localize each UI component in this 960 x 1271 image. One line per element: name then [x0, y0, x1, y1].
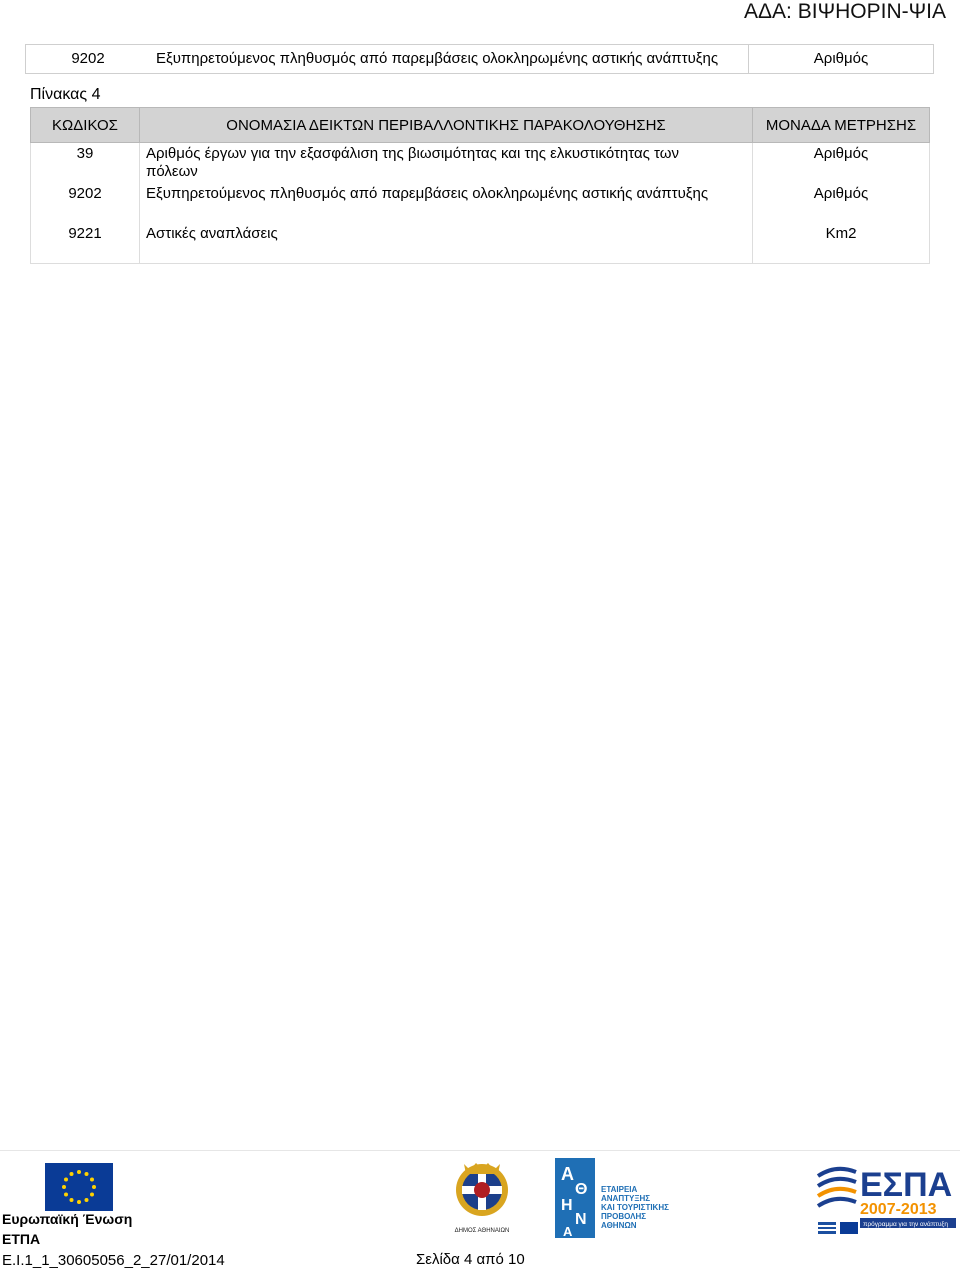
- header-code: ΚΩΔΙΚΟΣ: [31, 108, 140, 143]
- row-code: 9221: [31, 221, 140, 264]
- indicators-table: [30, 107, 930, 264]
- row-name: Αστικές αναπλάσεις: [140, 221, 753, 264]
- athens-text-line: ΑΝΑΠΤΥΞΗΣ: [601, 1194, 651, 1203]
- eu-star: [77, 1170, 81, 1174]
- espa-years: 2007-2013: [860, 1201, 937, 1218]
- page-number: Σελίδα 4 από 10: [416, 1251, 525, 1268]
- eu-star: [64, 1193, 68, 1197]
- table-row: [31, 185, 930, 221]
- header-name: ΟΝΟΜΑΣΙΑ ΔΕΙΚΤΩΝ ΠΕΡΙΒΑΛΛΟΝΤΙΚΗΣ ΠΑΡΑΚΟΛΟΥΘΗΣΗΣ: [140, 108, 753, 143]
- table-row: [26, 45, 934, 74]
- athens-development-logo-icon: [555, 1158, 687, 1238]
- row-name: Εξυπηρετούμενος πληθυσμός από παρεμβάσεις ολοκληρωμένης αστικής ανάπτυξης: [150, 45, 749, 74]
- row-unit: Km2: [753, 221, 930, 264]
- ada-code: ΑΔΑ: ΒΙΨΗΟΡΙΝ-ΨΙΑ: [744, 0, 946, 23]
- row-name: Εξυπηρετούμενος πληθυσμός από παρεμβάσεις ολοκληρωμένης αστικής ανάπτυξης: [140, 185, 753, 221]
- row-name-line2: πόλεων: [146, 163, 198, 180]
- row-name: [140, 143, 753, 186]
- seal-caption: ΔΗΜΟΣ ΑΘΗΝΑΙΩΝ: [454, 1228, 510, 1234]
- document-reference: E.I.1_1_30605056_2_27/01/2014: [2, 1252, 225, 1269]
- eu-flag-icon: [45, 1163, 113, 1211]
- row-unit: Αριθμός: [749, 45, 934, 74]
- row-unit: Αριθμός: [753, 143, 930, 186]
- row-code: 9202: [26, 45, 151, 74]
- eu-star: [62, 1185, 66, 1189]
- table-row: [31, 143, 930, 186]
- eu-star: [70, 1198, 74, 1202]
- carry-over-table: [25, 44, 934, 74]
- table-row: [31, 221, 930, 264]
- table-title: Πίνακας 4: [30, 86, 101, 103]
- table-header-row: [31, 108, 930, 143]
- espa-tagline: πρόγραμμα για την ανάπτυξη: [863, 1221, 948, 1228]
- athens-letter: Θ: [575, 1181, 588, 1198]
- eu-star: [70, 1172, 74, 1176]
- athens-letter: Α: [561, 1164, 574, 1184]
- athens-letter: Α: [563, 1224, 573, 1238]
- espa-logo-icon: [816, 1162, 956, 1238]
- fund-label: ΕΤΠΑ: [2, 1231, 41, 1247]
- eu-star: [85, 1198, 89, 1202]
- athens-letter: Ν: [575, 1211, 587, 1228]
- eu-star: [64, 1178, 68, 1182]
- eu-star: [90, 1178, 94, 1182]
- eu-star: [90, 1193, 94, 1197]
- athens-municipality-seal-icon: [450, 1160, 514, 1236]
- eu-star: [77, 1200, 81, 1204]
- espa-name: ΕΣΠΑ: [860, 1166, 953, 1204]
- eu-star: [92, 1185, 96, 1189]
- athens-text-line: ΑΘΗΝΩΝ: [601, 1221, 637, 1230]
- athens-text-line: ΚΑΙ ΤΟΥΡΙΣΤΙΚΗΣ: [601, 1203, 669, 1212]
- eu-label: Ευρωπαϊκή Ένωση: [2, 1211, 133, 1227]
- athens-letter: Η: [561, 1197, 573, 1214]
- row-name-line1: Αριθμός έργων για την εξασφάλιση της βιωσιμότητας και της ελκυστικότητας των: [146, 145, 679, 162]
- footer-divider: [0, 1150, 960, 1151]
- athens-text-line: ΠΡΟΒΟΛΗΣ: [601, 1212, 647, 1221]
- row-code: 39: [31, 143, 140, 186]
- row-unit: Αριθμός: [753, 185, 930, 221]
- header-unit: ΜΟΝΑΔΑ ΜΕΤΡΗΣΗΣ: [753, 108, 930, 143]
- eu-star: [85, 1172, 89, 1176]
- row-code: 9202: [31, 185, 140, 221]
- athens-text-line: ΕΤΑΙΡΕΙΑ: [601, 1185, 638, 1194]
